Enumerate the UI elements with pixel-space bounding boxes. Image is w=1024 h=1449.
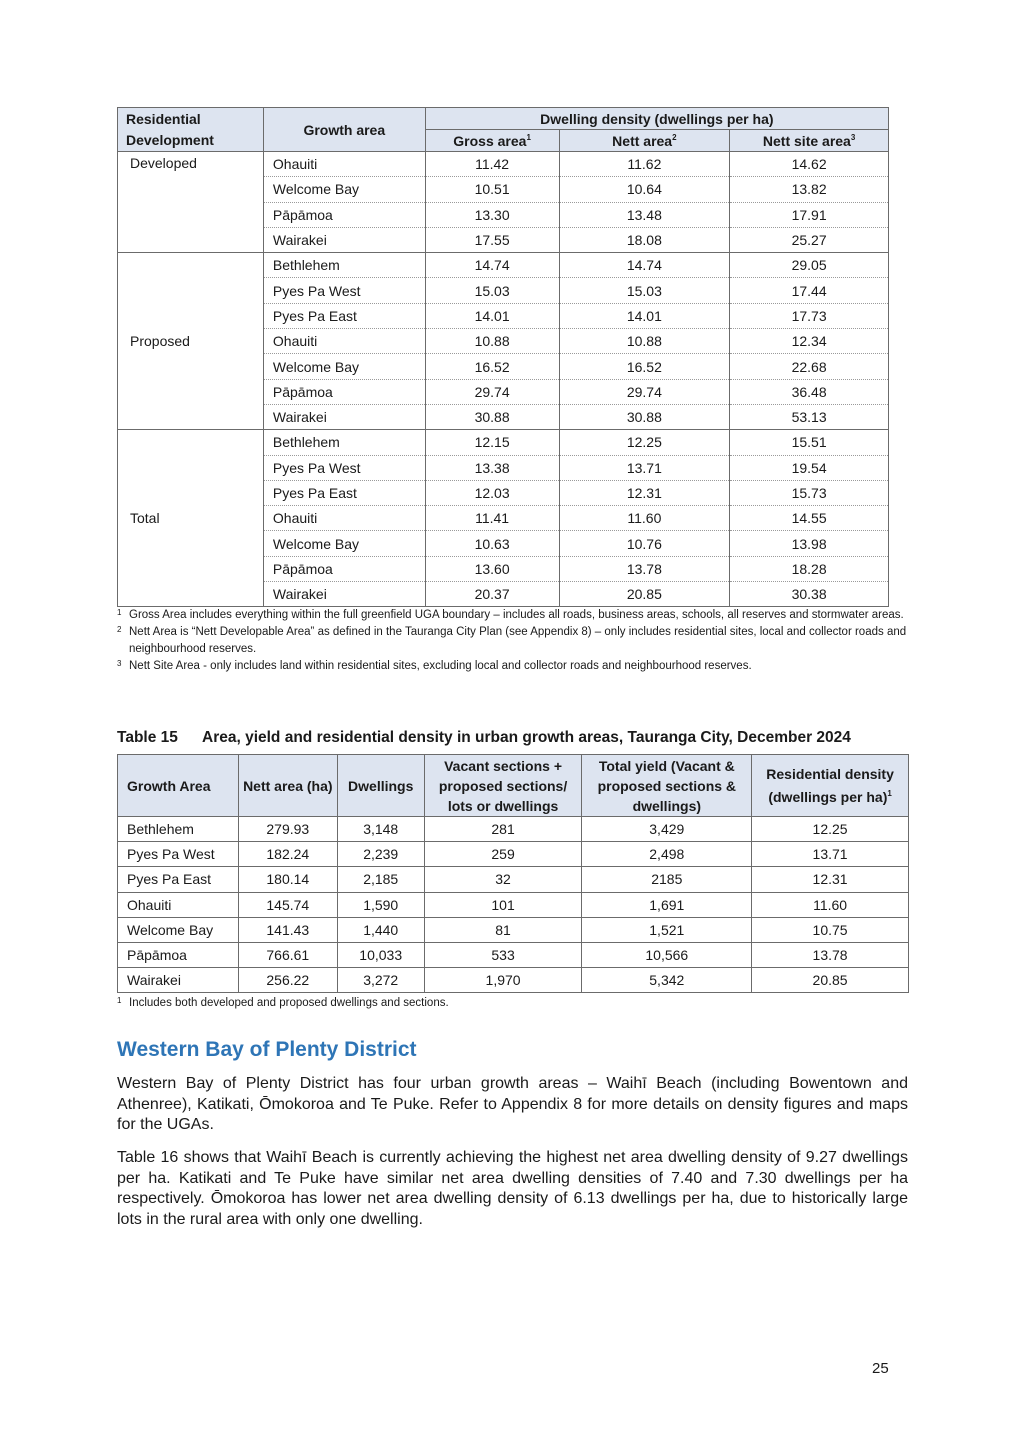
nett-site-area-cell: 18.28 [730,556,889,581]
vacant-sections-cell: 1,970 [424,968,582,993]
vacant-sections-cell: 533 [424,942,582,967]
header-gross-area: Gross area$^1$ [425,130,559,152]
nett-area-cell: 10.88 [559,329,730,354]
total-yield-cell: 5,342 [582,968,752,993]
footnote-number: 2 [117,625,122,634]
nett-site-area-cell: 30.38 [730,582,889,607]
growth-area-cell: Pāpāmoa [263,556,425,581]
nett-area-cell: 256.22 [238,968,337,993]
nett-area-cell: 14.01 [559,303,730,328]
vacant-sections-cell: 101 [424,892,582,917]
gross-area-cell: 20.37 [425,582,559,607]
table2-footnote [117,995,449,1012]
nett-area-cell: 13.71 [559,455,730,480]
footnote-number: 3 [117,659,122,668]
nett-site-area-cell: 36.48 [730,379,889,404]
gross-area-cell: 10.51 [425,177,559,202]
header-residential-development: Residential Development [118,108,264,152]
header-growth-area: Growth area [263,108,425,152]
density-table-body [118,152,889,607]
gross-area-cell: 30.88 [425,404,559,429]
growth-area-cell: Welcome Bay [118,917,239,942]
group-label: Developed [118,152,264,253]
table-row [118,253,889,278]
dwellings-cell: 1,590 [337,892,424,917]
nett-area-cell: 18.08 [559,227,730,252]
total-yield-cell: 2,498 [582,842,752,867]
growth-area-cell: Welcome Bay [263,177,425,202]
growth-area-cell: Bethlehem [263,430,425,455]
nett-site-area-cell: 53.13 [730,404,889,429]
gross-area-cell: 15.03 [425,278,559,303]
table-title: Area, yield and residential density in urban growth areas, Tauranga City, December 2024 [202,729,851,746]
nett-area-cell: 13.78 [559,556,730,581]
nett-site-area-cell: 14.55 [730,506,889,531]
group-label: Total [118,430,264,607]
growth-area-cell: Wairakei [263,582,425,607]
footnote-number: 1 [117,608,122,617]
table-caption [117,729,909,747]
nett-area-cell: 182.24 [238,842,337,867]
growth-area-cell: Ohauiti [263,329,425,354]
gross-area-cell: 14.74 [425,253,559,278]
total-yield-cell: 3,429 [582,817,752,842]
growth-area-cell: Pyes Pa West [263,278,425,303]
nett-area-cell: 141.43 [238,917,337,942]
footnote [117,607,907,624]
dwellings-cell: 3,272 [337,968,424,993]
growth-area-cell: Pyes Pa West [118,842,239,867]
gross-area-cell: 13.60 [425,556,559,581]
nett-site-area-cell: 22.68 [730,354,889,379]
dwellings-cell: 3,148 [337,817,424,842]
gross-area-cell: 11.42 [425,152,559,177]
growth-area-cell: Wairakei [263,227,425,252]
gross-area-cell: 11.41 [425,506,559,531]
growth-area-cell: Pāpāmoa [118,942,239,967]
total-yield-cell: 1,521 [582,917,752,942]
table-row [118,817,909,842]
footnote-text: Includes both developed and proposed dwellings and sections. [129,997,449,1009]
header-residential-density: Residential density (dwellings per ha)$^1$ [752,755,909,817]
nett-site-area-cell: 19.54 [730,455,889,480]
growth-area-cell: Pyes Pa East [263,480,425,505]
header-growth-area: Growth Area [118,755,239,817]
footnote-number: 1 [117,996,122,1005]
density-cell: 12.31 [752,867,909,892]
table-row [118,968,909,993]
header-dwelling-density: Dwelling density (dwellings per ha) [425,108,888,130]
growth-area-cell: Wairakei [263,404,425,429]
growth-area-cell: Ohauiti [118,892,239,917]
table-row [118,942,909,967]
paragraph-1: Western Bay of Plenty District has four urban growth areas – Waihī Beach (including Bowentown and Athenree), Katikati, Ōmokoroa and Te Puke. Refer to Appendix 8 for more details on density figures and maps for the UGAs. [117,1075,908,1133]
nett-area-cell: 29.74 [559,379,730,404]
header-dwellings: Dwellings [337,755,424,817]
table-row [118,917,909,942]
density-cell: 11.60 [752,892,909,917]
table-row [118,867,909,892]
nett-site-area-cell: 15.51 [730,430,889,455]
gross-area-cell: 14.01 [425,303,559,328]
dwellings-cell: 2,239 [337,842,424,867]
section-heading: Western Bay of Plenty District [117,1038,417,1061]
yield-table-body [118,817,909,993]
footnote [117,658,907,675]
gross-area-cell: 16.52 [425,354,559,379]
vacant-sections-cell: 32 [424,867,582,892]
nett-site-area-cell: 13.98 [730,531,889,556]
footnote [117,624,907,658]
nett-area-cell: 766.61 [238,942,337,967]
nett-site-area-cell: 13.82 [730,177,889,202]
nett-area-cell: 12.25 [559,430,730,455]
nett-area-cell: 16.52 [559,354,730,379]
total-yield-cell: 10,566 [582,942,752,967]
growth-area-cell: Welcome Bay [263,531,425,556]
footnote-text: Nett Area is “Nett Developable Area” as defined in the Tauranga City Plan (see Appendix 8) – only includes residential sites, local and collector roads and neighbourhood reserves. [129,626,907,655]
header-nett-area: Nett area$^2$ [559,130,730,152]
yield-density-table [117,754,909,993]
growth-area-cell: Bethlehem [118,817,239,842]
nett-area-cell: 12.31 [559,480,730,505]
table-footnotes [117,607,907,675]
growth-area-cell: Pāpāmoa [263,379,425,404]
nett-site-area-cell: 17.44 [730,278,889,303]
nett-area-cell: 11.60 [559,506,730,531]
page-number: 25 [872,1360,889,1377]
growth-area-cell: Ohauiti [263,152,425,177]
total-yield-cell: 2185 [582,867,752,892]
growth-area-cell: Pyes Pa East [263,303,425,328]
nett-area-cell: 180.14 [238,867,337,892]
header-nett-site-area: Nett site area$^3$ [730,130,889,152]
density-cell: 10.75 [752,917,909,942]
dwellings-cell: 1,440 [337,917,424,942]
growth-area-cell: Bethlehem [263,253,425,278]
table-row [118,152,889,177]
nett-site-area-cell: 29.05 [730,253,889,278]
nett-area-cell: 11.62 [559,152,730,177]
growth-area-cell: Ohauiti [263,506,425,531]
nett-area-cell: 15.03 [559,278,730,303]
nett-site-area-cell: 17.91 [730,202,889,227]
header-vacant-sections: Vacant sections + proposed sections/ lots or dwellings [424,755,582,817]
nett-site-area-cell: 15.73 [730,480,889,505]
growth-area-cell: Wairakei [118,968,239,993]
table-row [118,842,909,867]
growth-area-cell: Welcome Bay [263,354,425,379]
gross-area-cell: 13.30 [425,202,559,227]
density-cell: 13.71 [752,842,909,867]
footnote-text: Nett Site Area - only includes land within residential sites, excluding local and collector roads and neighbourhood reserves. [129,660,752,672]
growth-area-cell: Pāpāmoa [263,202,425,227]
nett-site-area-cell: 14.62 [730,152,889,177]
growth-area-cell: Pyes Pa West [263,455,425,480]
nett-site-area-cell: 25.27 [730,227,889,252]
nett-area-cell: 279.93 [238,817,337,842]
dwellings-cell: 10,033 [337,942,424,967]
density-by-development-table [117,107,889,607]
paragraph-2: Table 16 shows that Waihī Beach is currently achieving the highest net area dwelling density of 9.27 dwellings per ha. Katikati and Te Puke have similar net area dwelling densities of 7.40 and 7.30 dwellings per ha respectively. Ōmokoroa has lower net area dwelling density of 6.13 dwellings per ha, due to historically large lots in the rural area with only one dwelling. [117,1149,908,1228]
dwellings-cell: 2,185 [337,867,424,892]
table-label: Table 15 [117,729,178,746]
nett-area-cell: 10.76 [559,531,730,556]
density-cell: 12.25 [752,817,909,842]
nett-area-cell: 10.64 [559,177,730,202]
density-cell: 13.78 [752,942,909,967]
vacant-sections-cell: 81 [424,917,582,942]
header-nett-area-ha: Nett area (ha) [238,755,337,817]
total-yield-cell: 1,691 [582,892,752,917]
nett-area-cell: 20.85 [559,582,730,607]
nett-site-area-cell: 17.73 [730,303,889,328]
nett-area-cell: 145.74 [238,892,337,917]
header-total-yield: Total yield (Vacant & proposed sections & dwellings) [582,755,752,817]
gross-area-cell: 17.55 [425,227,559,252]
nett-site-area-cell: 12.34 [730,329,889,354]
gross-area-cell: 12.15 [425,430,559,455]
gross-area-cell: 12.03 [425,480,559,505]
footnote-text: Gross Area includes everything within the full greenfield UGA boundary – includes all roads, business areas, schools, all reserves and stormwater areas. [129,609,904,621]
nett-area-cell: 14.74 [559,253,730,278]
nett-area-cell: 30.88 [559,404,730,429]
gross-area-cell: 29.74 [425,379,559,404]
nett-area-cell: 13.48 [559,202,730,227]
density-cell: 20.85 [752,968,909,993]
table-row [118,892,909,917]
growth-area-cell: Pyes Pa East [118,867,239,892]
vacant-sections-cell: 281 [424,817,582,842]
gross-area-cell: 10.88 [425,329,559,354]
table-row [118,430,889,455]
vacant-sections-cell: 259 [424,842,582,867]
gross-area-cell: 10.63 [425,531,559,556]
gross-area-cell: 13.38 [425,455,559,480]
group-label: Proposed [118,253,264,430]
